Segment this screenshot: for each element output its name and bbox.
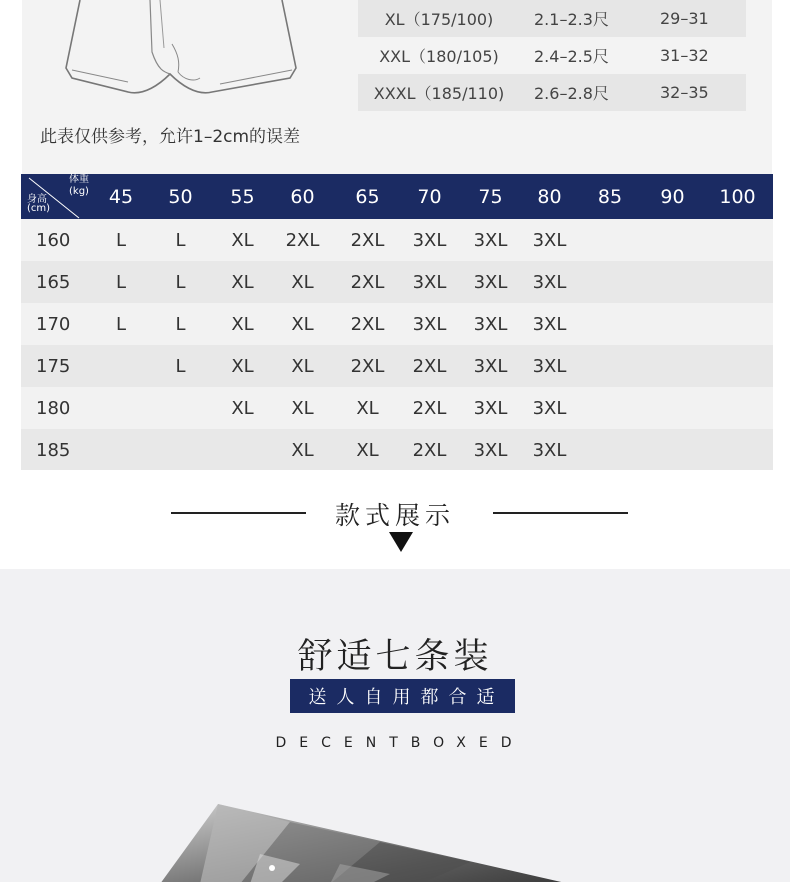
table-row <box>21 219 773 261</box>
size-cell: 3XL <box>473 229 508 251</box>
mini-size: XXXL（185/110) <box>373 84 505 103</box>
table-row <box>21 303 773 345</box>
size-cell: 2XL <box>350 271 385 293</box>
table-row <box>21 429 773 471</box>
height-unit: (cm) <box>27 203 51 214</box>
section-title: 款式展示 <box>334 501 455 530</box>
weight-header: 75 <box>478 185 503 208</box>
size-cell: L <box>115 271 127 293</box>
disclaimer-text: 此表仅供参考，允许1–2cm的误差 <box>40 127 301 147</box>
table-row <box>21 345 773 387</box>
size-cell: XL <box>231 397 254 419</box>
mini-table-row <box>358 37 746 74</box>
size-cell: XL <box>291 397 314 419</box>
product-promo-section <box>0 569 790 882</box>
mini-range: 29–31 <box>660 9 709 28</box>
size-cell: XL <box>231 271 254 293</box>
table-corner-cell <box>21 174 96 219</box>
size-cell: XL <box>231 355 254 377</box>
size-cell: 3XL <box>473 397 508 419</box>
size-cell: 3XL <box>473 439 508 461</box>
table-row <box>21 387 773 429</box>
size-cell: 2XL <box>350 229 385 251</box>
divider-line-right <box>493 512 628 514</box>
underwear-outline-icon <box>60 0 305 105</box>
size-cell: 2XL <box>350 355 385 377</box>
weight-header: 100 <box>719 185 756 208</box>
size-cell: XL <box>231 229 254 251</box>
mini-table-row <box>358 0 746 37</box>
weight-header: 80 <box>537 185 562 208</box>
promo-banner: 送人自用都合适 <box>290 679 515 713</box>
arrow-down-icon <box>389 532 413 552</box>
size-cell: 2XL <box>285 229 320 251</box>
mini-size: XL（175/100) <box>384 10 494 29</box>
mini-waist: 2.1–2.3尺 <box>534 10 609 29</box>
promo-heading: 舒适七条装 <box>297 637 493 677</box>
size-cell: 3XL <box>412 313 447 335</box>
size-cell: 3XL <box>473 313 508 335</box>
weight-header: 85 <box>597 185 623 208</box>
weight-header: 70 <box>417 185 442 208</box>
size-cell: XL <box>356 439 379 461</box>
size-cell: 3XL <box>532 313 567 335</box>
size-cell: 2XL <box>350 313 385 335</box>
weight-header: 60 <box>290 185 315 208</box>
mini-table-row <box>358 74 746 111</box>
weight-header: 45 <box>108 185 134 208</box>
size-cell: XL <box>231 313 254 335</box>
mini-waist: 2.6–2.8尺 <box>534 84 609 103</box>
size-info-section <box>0 0 790 175</box>
mini-size: XXL（180/105) <box>379 47 499 66</box>
table-row <box>21 261 773 303</box>
size-cell: 3XL <box>532 397 567 419</box>
weight-label: 体重 <box>69 174 89 185</box>
height-cell: 170 <box>36 313 71 335</box>
height-label: 身高 <box>27 194 47 205</box>
size-table-header <box>21 174 773 219</box>
size-cell: XL <box>291 355 314 377</box>
height-cell: 165 <box>36 271 71 293</box>
size-cell: XL <box>356 397 379 419</box>
size-cell: L <box>115 313 127 335</box>
size-cell: L <box>115 229 127 251</box>
weight-header: 65 <box>355 185 380 208</box>
size-cell: 3XL <box>412 271 447 293</box>
frame-right <box>772 0 790 175</box>
size-table-body <box>21 219 773 471</box>
size-cell: XL <box>291 439 314 461</box>
size-chart-table <box>21 174 773 471</box>
size-cell: XL <box>291 313 314 335</box>
style-display-divider <box>0 470 790 570</box>
mini-waist: 2.4–2.5尺 <box>534 47 609 66</box>
size-cell: 3XL <box>532 439 567 461</box>
weight-header: 90 <box>660 185 685 208</box>
size-cell: 2XL <box>412 439 447 461</box>
frame-left <box>0 0 22 175</box>
weight-header: 50 <box>168 185 193 208</box>
size-cell: 3XL <box>473 271 508 293</box>
weight-header: 55 <box>230 185 255 208</box>
size-cell: L <box>175 355 186 377</box>
size-cell: 3XL <box>412 229 447 251</box>
size-cell: XL <box>291 271 314 293</box>
height-cell: 185 <box>36 439 71 461</box>
weight-unit: (kg) <box>69 186 89 197</box>
size-cell: 3XL <box>532 229 567 251</box>
size-cell: 3XL <box>532 271 567 293</box>
size-cell: 3XL <box>532 355 567 377</box>
size-cell: L <box>175 229 186 251</box>
brand-letters: DECENTBOXED <box>275 735 525 751</box>
mini-range: 31–32 <box>660 46 709 65</box>
size-cell: L <box>175 271 186 293</box>
height-cell: 175 <box>36 355 71 377</box>
size-cell: L <box>175 313 186 335</box>
mini-range: 32–35 <box>660 83 709 102</box>
size-mini-table <box>358 0 746 111</box>
size-cell: 2XL <box>412 397 447 419</box>
size-cell: 3XL <box>473 355 508 377</box>
size-cell: 2XL <box>412 355 447 377</box>
height-cell: 180 <box>36 397 71 419</box>
product-box-image <box>0 794 790 882</box>
height-cell: 160 <box>36 229 71 251</box>
